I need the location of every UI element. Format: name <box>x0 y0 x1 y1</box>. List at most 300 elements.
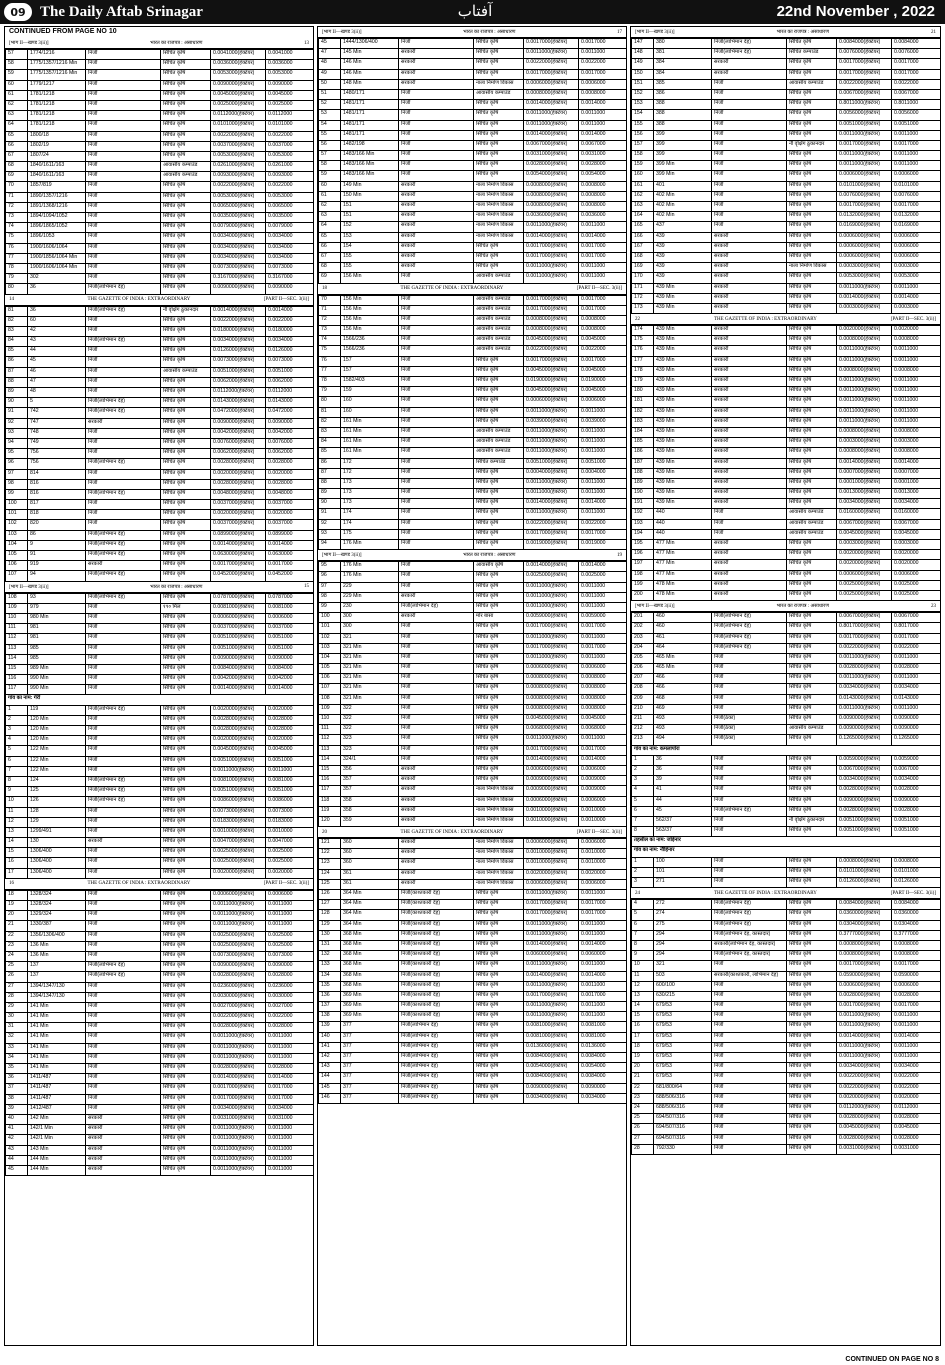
land-type-cell: सिंचित कृषि <box>474 49 524 59</box>
area-cell: 0.0020000(हेक्टेयर) <box>211 705 266 715</box>
ownership-cell: निजी <box>86 1033 161 1043</box>
table-row <box>6 418 314 428</box>
serial-cell: 31 <box>6 1023 28 1033</box>
serial-cell: 86 <box>319 458 341 468</box>
land-type-cell: सिंचित कृषि <box>787 580 837 590</box>
part-label: [भाग II—खण्ड 3(ii)] <box>635 604 675 610</box>
area-cell: 0.0126000(हेक्टेयर) <box>211 347 266 357</box>
khasra-cell: 439 Min <box>654 438 712 448</box>
ownership-cell: निजी <box>399 377 474 387</box>
area-cell: 0.0006000(हेक्टेयर) <box>837 242 892 252</box>
table-row <box>632 540 941 550</box>
land-type-cell: सिंचित कृषि <box>474 69 524 79</box>
area-value-cell: 0.0014000 <box>579 232 627 242</box>
ownership-cell: निजी <box>86 449 161 459</box>
area-cell: 0.0014000(हेक्टेयर) <box>524 232 579 242</box>
land-type-cell: सिंचित कृषि <box>787 252 837 262</box>
area-cell: 0.0036000(हेक्टेयर) <box>211 60 266 70</box>
land-type-cell: सिंचित कृषि <box>474 930 524 940</box>
khasra-cell: 1582/403 <box>341 377 399 387</box>
serial-cell: 121 <box>319 839 341 849</box>
serial-cell: 98 <box>6 479 28 489</box>
serial-cell: 65 <box>6 131 28 141</box>
land-type-cell: सिंचित कृषि <box>787 458 837 468</box>
serial-cell: 131 <box>319 940 341 950</box>
table-row <box>6 223 314 233</box>
serial-cell: 159 <box>632 161 654 171</box>
area-cell: 0.0090000(हेक्टेयर) <box>837 725 892 735</box>
table-row <box>632 293 941 303</box>
area-value-cell: 0.0028000 <box>892 786 941 796</box>
khasra-cell: 156 Min <box>341 295 399 305</box>
serial-cell: 185 <box>632 438 654 448</box>
land-schedule-table <box>318 561 626 827</box>
table-row <box>6 388 314 398</box>
table-row <box>632 1042 941 1052</box>
land-type-cell: सिंचित कृषि <box>474 478 524 488</box>
serial-cell: 41 <box>6 1125 28 1135</box>
land-type-cell: सिंचित कृषि <box>474 252 524 262</box>
serial-cell: 93 <box>319 529 341 539</box>
serial-cell: 58 <box>6 60 28 70</box>
area-value-cell: 0.0190000 <box>579 377 627 387</box>
ownership-cell: निजी(काश्तकारी देह) <box>399 930 474 940</box>
ownership-cell: सरकारी <box>86 1135 161 1145</box>
khasra-cell: 5 <box>28 398 86 408</box>
table-row <box>632 49 941 59</box>
area-value-cell: 0.0022000 <box>266 182 314 192</box>
gazette-page-block <box>5 582 313 879</box>
area-cell: 0.0261000(हेक्टेयर) <box>211 162 266 172</box>
ownership-cell: निजी <box>399 715 474 725</box>
area-cell: 0.0037000(हेक्टेयर) <box>211 500 266 510</box>
area-value-cell: 0.0051000 <box>266 787 314 797</box>
khasra-cell: 747 <box>28 418 86 428</box>
gazette-page-number: 15 <box>303 584 309 590</box>
ownership-cell: निजी <box>86 1074 161 1084</box>
table-row <box>319 991 627 1001</box>
area-value-cell: 0.0011000 <box>579 582 627 592</box>
ownership-cell: सरकारी <box>712 346 787 356</box>
serial-cell: 96 <box>6 459 28 469</box>
land-type-cell: सिंचित कृषि <box>474 407 524 417</box>
area-cell: 0.0003000(हेक्टेयर) <box>837 303 892 313</box>
land-type-cell: सिंचित कृषि <box>161 121 211 131</box>
serial-cell: 105 <box>6 551 28 561</box>
area-cell: 0.0062000(हेक्टेयर) <box>211 449 266 459</box>
land-type-cell: आवासीय कम्पाउंड <box>474 346 524 356</box>
ownership-cell: निजी(काश्तकारी देह) <box>399 961 474 971</box>
area-value-cell: 0.0020000 <box>266 736 314 746</box>
area-cell: 0.0031000(हेक्टेयर) <box>524 151 579 161</box>
area-value-cell: 0.0020000 <box>892 550 941 560</box>
serial-cell: 98 <box>319 592 341 602</box>
khasra-cell: 173 <box>341 499 399 509</box>
serial-cell: 14 <box>632 1002 654 1012</box>
table-row <box>319 509 627 519</box>
ownership-cell: निजी(लाभिमान देह) <box>712 643 787 653</box>
land-type-cell: सिंचित कृषि <box>787 417 837 427</box>
ownership-cell: निजी <box>399 326 474 336</box>
table-row <box>632 1103 941 1113</box>
area-value-cell: 0.0084000 <box>892 39 941 49</box>
table-row <box>632 653 941 663</box>
ownership-cell: निजी <box>86 479 161 489</box>
part-label-english: [PART II—SEC. 3(ii)] <box>263 297 309 302</box>
table-row <box>319 529 627 539</box>
table-row <box>319 940 627 950</box>
land-type-cell: सिंचित कृषि <box>161 449 211 459</box>
serial-cell: 36 <box>6 1074 28 1084</box>
khasra-cell: 148 Min <box>341 79 399 89</box>
table-row <box>6 1033 314 1043</box>
area-value-cell: 0.0011000 <box>266 1043 314 1053</box>
khasra-cell: 151 <box>341 202 399 212</box>
table-row <box>6 1135 314 1145</box>
serial-cell: 87 <box>6 367 28 377</box>
area-cell: 0.0143000(हेक्टेयर) <box>211 398 266 408</box>
serial-cell: 95 <box>319 562 341 572</box>
area-value-cell: 0.0261000 <box>266 162 314 172</box>
serial-cell: 192 <box>632 509 654 519</box>
table-row <box>319 839 627 849</box>
table-row <box>319 930 627 940</box>
area-cell: 0.0067000(हेक्टेयर) <box>837 765 892 775</box>
gazette-page-header <box>5 582 313 593</box>
serial-cell: 84 <box>319 438 341 448</box>
table-row <box>319 89 627 99</box>
area-value-cell: 0.0008000 <box>579 315 627 325</box>
land-type-cell: सिंचित कृषि <box>161 141 211 151</box>
ownership-cell: निजी <box>399 674 474 684</box>
khasra-cell: 275 <box>654 920 712 930</box>
area-value-cell: 0.0022000 <box>579 519 627 529</box>
area-value-cell: 0.0034000 <box>266 337 314 347</box>
land-type-cell: नाला निर्माण विकास <box>474 79 524 89</box>
serial-cell: 35 <box>6 1064 28 1074</box>
land-type-cell: सिंचित कृषि <box>474 489 524 499</box>
serial-cell: 79 <box>6 274 28 284</box>
land-type-cell: नाला निर्माण विकास <box>474 869 524 879</box>
area-cell: 0.0090000(हेक्टेयर) <box>211 962 266 972</box>
land-type-cell: सिंचित कृषि <box>474 674 524 684</box>
khasra-cell: 1480/171 <box>341 89 399 99</box>
table-row <box>6 654 314 664</box>
ownership-cell: निजी <box>86 243 161 253</box>
area-value-cell: 0.0025000 <box>892 590 941 600</box>
land-type-cell: सिंचित कृषि <box>787 910 837 920</box>
ownership-cell: निजी <box>399 161 474 171</box>
ownership-cell: सरकारी <box>712 273 787 283</box>
table-row <box>319 140 627 150</box>
area-cell: 0.0014000(हेक्टेयर) <box>211 540 266 550</box>
serial-cell: 76 <box>6 243 28 253</box>
ownership-cell: निजी(लाभिमान देह) <box>86 705 161 715</box>
land-type-cell: सिंचित कृषि <box>787 940 837 950</box>
khasra-cell: 368 Min <box>341 961 399 971</box>
land-type-cell: सिंचित कृषि <box>161 1033 211 1043</box>
khasra-cell: 384 <box>654 69 712 79</box>
land-type-cell: सिंचित कृषि <box>161 70 211 80</box>
land-type-cell: नाला निर्माण विकास <box>787 263 837 273</box>
ownership-cell: सरकारी <box>399 776 474 786</box>
ownership-cell: निजी(लाभिमान देह) <box>399 1032 474 1042</box>
table-row <box>632 1124 941 1134</box>
ownership-cell: निजी <box>399 39 474 49</box>
land-type-cell: सिंचित कृषि <box>161 408 211 418</box>
part-label: [भाग II—खण्ड 3(ii)] <box>9 584 49 590</box>
area-cell: 0.0013000(हेक्टेयर) <box>837 489 892 499</box>
area-cell: 0.0045000(हेक्टेयर) <box>837 529 892 539</box>
khasra-cell: 323 <box>341 735 399 745</box>
area-cell: 0.0008000(हेक्टेयर) <box>837 951 892 961</box>
land-type-cell: सिंचित कृषि <box>161 1165 211 1175</box>
ownership-cell: निजी <box>86 253 161 263</box>
land-schedule-table <box>5 49 313 295</box>
area-value-cell: 0.0011000 <box>892 130 941 140</box>
table-row <box>6 60 314 70</box>
area-value-cell: 0.0011000 <box>266 1145 314 1155</box>
area-cell: 0.0006000(हेक्टेयर) <box>524 879 579 889</box>
serial-cell: 124 <box>319 869 341 879</box>
land-type-cell: नाला निर्माण विकास <box>474 222 524 232</box>
area-value-cell: 0.0011000 <box>266 766 314 776</box>
table-row <box>6 736 314 746</box>
area-value-cell: 0.0054000 <box>579 171 627 181</box>
area-value-cell: 0.0006000 <box>892 570 941 580</box>
serial-cell: 18 <box>632 1042 654 1052</box>
land-type-cell: सिंचित कृषि <box>161 510 211 520</box>
gazette-page-block <box>5 295 313 582</box>
table-row <box>6 1155 314 1165</box>
khasra-cell: 1481/171 <box>341 120 399 130</box>
land-type-cell: सिंचित कृषि <box>787 489 837 499</box>
serial-cell: 13 <box>6 827 28 837</box>
khasra-cell: 322 <box>341 715 399 725</box>
land-type-cell: सिंचित कृषि <box>474 519 524 529</box>
table-row <box>6 890 314 900</box>
serial-cell: 156 <box>632 130 654 140</box>
land-type-cell: सिंचित कृषि <box>474 664 524 674</box>
land-type-cell: सिंचित कृषि <box>161 634 211 644</box>
serial-cell: 119 <box>319 806 341 816</box>
land-type-cell: सिंचित कृषि <box>474 468 524 478</box>
land-type-cell: सिंचित कृषि <box>474 684 524 694</box>
area-cell: 0.0006000(हेक्टेयर) <box>837 981 892 991</box>
khasra-cell: 44 <box>28 347 86 357</box>
ownership-cell: निजी <box>86 603 161 613</box>
serial-cell: 130 <box>319 930 341 940</box>
land-schedule-table <box>318 295 626 551</box>
land-type-cell: सिंचित कृषि <box>161 848 211 858</box>
land-type-cell: सिंचित कृषि <box>161 613 211 623</box>
table-row <box>6 941 314 951</box>
serial-cell: 114 <box>6 654 28 664</box>
ownership-cell: निजी <box>399 336 474 346</box>
table-row <box>632 900 941 910</box>
land-type-cell: सिंचित कृषि <box>161 766 211 776</box>
area-cell: 0.0017000(हेक्टेयर) <box>837 59 892 69</box>
serial-cell: 22 <box>632 1083 654 1093</box>
area-value-cell: 0.0028000 <box>892 1114 941 1124</box>
khasra-cell: 155 <box>341 263 399 273</box>
land-type-cell: सिंचित कृषि <box>161 1145 211 1155</box>
table-row <box>6 274 314 284</box>
khasra-cell: 1800/18 <box>28 131 86 141</box>
area-cell: 0.0034000(हेक्टेयर) <box>211 233 266 243</box>
land-type-cell: सिंचित कृषि <box>161 151 211 161</box>
land-type-cell: सिंचित कृषि <box>161 726 211 736</box>
serial-cell: 173 <box>632 303 654 313</box>
ownership-cell: निजी <box>86 931 161 941</box>
land-type-cell: सिंचित कृषि <box>161 1125 211 1135</box>
gazette-title-hindi: भारत का राजपत्र : असाधारण <box>776 604 829 610</box>
table-row <box>319 1032 627 1042</box>
serial-cell: 151 <box>632 79 654 89</box>
land-type-cell: आवासीय कम्पाउंड <box>474 438 524 448</box>
table-row <box>632 191 941 201</box>
land-type-cell: सिंचित कृषि <box>474 529 524 539</box>
khasra-cell: 120 Min <box>28 736 86 746</box>
area-cell: 0.0001000(हेक्टेयर) <box>837 478 892 488</box>
ownership-cell: निजी <box>399 725 474 735</box>
area-cell: 0.0006000(हेक्टेयर) <box>211 613 266 623</box>
area-cell: 0.0025000(हेक्टेयर) <box>211 100 266 110</box>
area-value-cell: 0.0011000 <box>892 283 941 293</box>
table-row <box>632 704 941 714</box>
ownership-cell: निजी <box>399 438 474 448</box>
area-value-cell: 0.0059000 <box>579 613 627 623</box>
area-value-cell: 0.0051000 <box>892 816 941 826</box>
serial-cell: 3 <box>6 726 28 736</box>
serial-cell: 75 <box>6 233 28 243</box>
khasra-cell: 369 Min <box>341 1012 399 1022</box>
table-row <box>319 161 627 171</box>
area-cell: 0.0084000(हेक्टेयर) <box>524 1053 579 1063</box>
serial-cell: 110 <box>319 715 341 725</box>
area-cell: 0.0022000(हेक्टेयर) <box>211 182 266 192</box>
table-row <box>6 911 314 921</box>
area-cell: 0.0011000(हेक्टेयर) <box>524 633 579 643</box>
area-cell: 0.0003000(हेक्टेयर) <box>837 438 892 448</box>
area-value-cell: 0.0034000 <box>892 684 941 694</box>
ownership-cell: निजी(लाभिमान देह) <box>86 776 161 786</box>
serial-cell: 9 <box>6 787 28 797</box>
table-row <box>319 120 627 130</box>
serial-cell: 52 <box>319 100 341 110</box>
gazette-title-english: THE GAZETTE OF INDIA : EXTRAORDINARY <box>87 297 191 302</box>
area-cell: 0.0011000(हेक्टेयर) <box>837 1012 892 1022</box>
land-type-cell: सिंचित कृषि <box>161 316 211 326</box>
land-type-cell: सिंचित कृषि <box>161 951 211 961</box>
khasra-cell: 439 Min <box>654 458 712 468</box>
serial-cell: 101 <box>319 623 341 633</box>
serial-cell: 8 <box>6 776 28 786</box>
area-value-cell: 0.0067000 <box>579 140 627 150</box>
table-row <box>319 879 627 889</box>
table-row <box>319 181 627 191</box>
serial-cell: 58 <box>319 161 341 171</box>
table-row <box>319 407 627 417</box>
table-row <box>6 1114 314 1124</box>
area-value-cell: 0.0126000 <box>892 878 941 888</box>
area-cell: 0.0008000(हेक्टेयर) <box>837 448 892 458</box>
khasra-cell: 1840/1611/163 <box>28 172 86 182</box>
area-value-cell: 0.0008000 <box>579 694 627 704</box>
table-row <box>632 366 941 376</box>
ownership-cell: निजी <box>712 674 787 684</box>
area-value-cell: 0.0081000 <box>579 1022 627 1032</box>
land-type-cell: मोर बासा <box>474 613 524 623</box>
area-value-cell: 0.0014000 <box>892 458 941 468</box>
area-cell: 0.0028000(हेक्टेयर) <box>211 1064 266 1074</box>
land-type-cell: सिंचित कृषि <box>161 838 211 848</box>
area-cell: 0.0011000(हेक्टेयर) <box>837 130 892 140</box>
table-row <box>6 685 314 695</box>
area-value-cell: 0.0051000 <box>266 634 314 644</box>
area-cell: 0.0020000(हेक्टेयर) <box>211 868 266 878</box>
serial-cell: 101 <box>6 510 28 520</box>
table-row <box>6 551 314 561</box>
ownership-cell: निजी <box>86 827 161 837</box>
ownership-cell: निजी <box>399 295 474 305</box>
khasra-cell: 369 Min <box>341 991 399 1001</box>
gazette-page-header <box>5 879 313 890</box>
khasra-cell: 466 <box>654 674 712 684</box>
khasra-cell: 360 <box>341 859 399 869</box>
area-cell: 0.0048000(हेक्टेयर) <box>211 489 266 499</box>
table-row <box>319 1012 627 1022</box>
khasra-cell: 439 Min <box>654 489 712 499</box>
land-type-cell: सिंचित कृषि <box>161 705 211 715</box>
area-cell: 0.0008000(हेक्टेयर) <box>837 940 892 950</box>
table-row <box>319 715 627 725</box>
serial-cell: 172 <box>632 293 654 303</box>
khasra-cell: 1306/400 <box>28 858 86 868</box>
serial-cell: 199 <box>632 580 654 590</box>
ownership-cell: निजी <box>399 89 474 99</box>
table-row <box>6 1002 314 1012</box>
land-type-cell: सिंचित कृषि <box>787 89 837 99</box>
area-value-cell: 0.0034000 <box>266 253 314 263</box>
ownership-cell: सरकारी <box>399 49 474 59</box>
ownership-cell: निजी <box>399 623 474 633</box>
khasra-cell: 1444/1306/400 <box>341 39 399 49</box>
area-value-cell: 0.0006000 <box>579 664 627 674</box>
table-row <box>319 39 627 49</box>
area-value-cell: 0.0008000 <box>579 181 627 191</box>
land-type-cell: सिंचित कृषि <box>161 418 211 428</box>
table-row <box>632 252 941 262</box>
area-value-cell: 0.0101000 <box>266 121 314 131</box>
area-cell: 0.0011000(हेक्टेयर) <box>524 653 579 663</box>
khasra-cell: 271 <box>654 878 712 888</box>
area-value-cell: 0.0011000 <box>579 427 627 437</box>
land-type-cell: सिंचित कृषि <box>474 1042 524 1052</box>
ownership-cell: निजी <box>712 509 787 519</box>
serial-cell: 68 <box>319 263 341 273</box>
gazette-page-block <box>5 38 313 295</box>
area-cell: 0.0011000(हेक्टेयर) <box>211 1155 266 1165</box>
land-type-cell: सिंचित कृषि <box>161 736 211 746</box>
serial-cell: 113 <box>319 745 341 755</box>
ownership-cell: निजी <box>712 100 787 110</box>
area-cell: 0.0054000(हेक्टेयर) <box>524 171 579 181</box>
ownership-cell: निजी(ठेका) <box>712 735 787 745</box>
table-row <box>6 438 314 448</box>
part-label-english: [PART II—SEC. 3(ii)] <box>576 286 622 291</box>
area-value-cell: 0.0143000 <box>266 398 314 408</box>
